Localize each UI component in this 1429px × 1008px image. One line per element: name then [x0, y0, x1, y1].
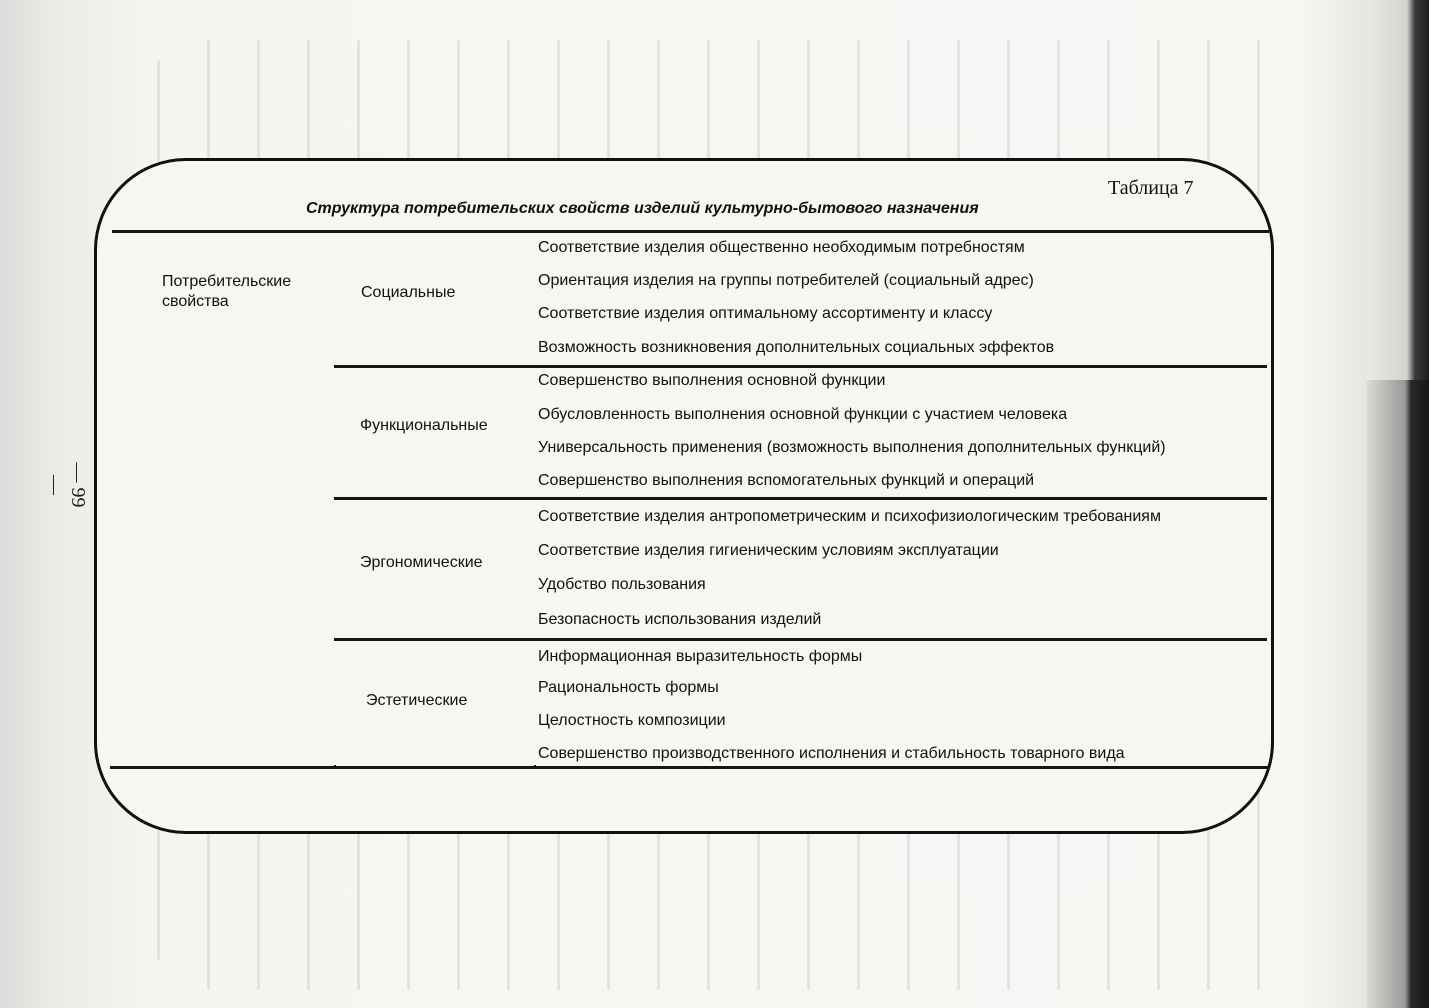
list-item: Соответствие изделия гигиеническим условиям эксплуатации	[538, 542, 999, 559]
list-item: Удобство пользования	[538, 576, 706, 593]
list-item: Соответствие изделия общественно необходимым потребностям	[538, 239, 1025, 256]
list-item: Совершенство производственного исполнения и стабильность товарного вида	[538, 745, 1125, 762]
column-divider-right	[534, 765, 536, 769]
group-divider-2	[334, 497, 1267, 500]
group-label-social: Социальные	[361, 284, 456, 301]
group-label-aesthetic: Эстетические	[366, 692, 468, 709]
list-item: Ориентация изделия на группы потребителей (социальный адрес)	[538, 272, 1034, 289]
table-title: Структура потребительских свойств изделий культурно-бытового назначения	[306, 200, 979, 217]
group-divider-1	[334, 365, 1267, 368]
group-label-functional: Функциональные	[360, 417, 488, 434]
table-bottom-rule	[110, 766, 1270, 769]
list-item: Обусловленность выполнения основной функции с участием человека	[538, 406, 1068, 423]
list-item: Совершенство выполнения основной функции	[538, 372, 886, 389]
list-item: Возможность возникновения дополнительных социальных эффектов	[538, 339, 1055, 356]
list-item: Информационная выразительность формы	[538, 648, 863, 665]
list-item: Целостность композиции	[538, 712, 726, 729]
table-label: Таблица 7	[1108, 177, 1194, 199]
group-divider-3	[334, 638, 1267, 641]
list-item: Безопасность использования изделий	[538, 611, 822, 628]
list-item: Совершенство выполнения вспомогательных функций и операций	[538, 472, 1035, 489]
table-frame	[94, 158, 1274, 834]
page-number: — 99 —	[44, 462, 89, 508]
group-label-ergonomic: Эргономические	[360, 554, 483, 571]
root-category-label: Потребительские свойства	[162, 273, 292, 310]
list-item: Рациональность формы	[538, 679, 719, 696]
book-spine-highlight	[1367, 0, 1429, 380]
list-item: Соответствие изделия оптимальному ассортименту и классу	[538, 305, 993, 322]
column-divider-left	[334, 765, 336, 769]
list-item: Универсальность применения (возможность выполнения дополнительных функций)	[538, 439, 1166, 456]
list-item: Соответствие изделия антропометрическим и психофизиологическим требованиям	[538, 508, 1161, 525]
table-top-rule	[112, 230, 1269, 233]
